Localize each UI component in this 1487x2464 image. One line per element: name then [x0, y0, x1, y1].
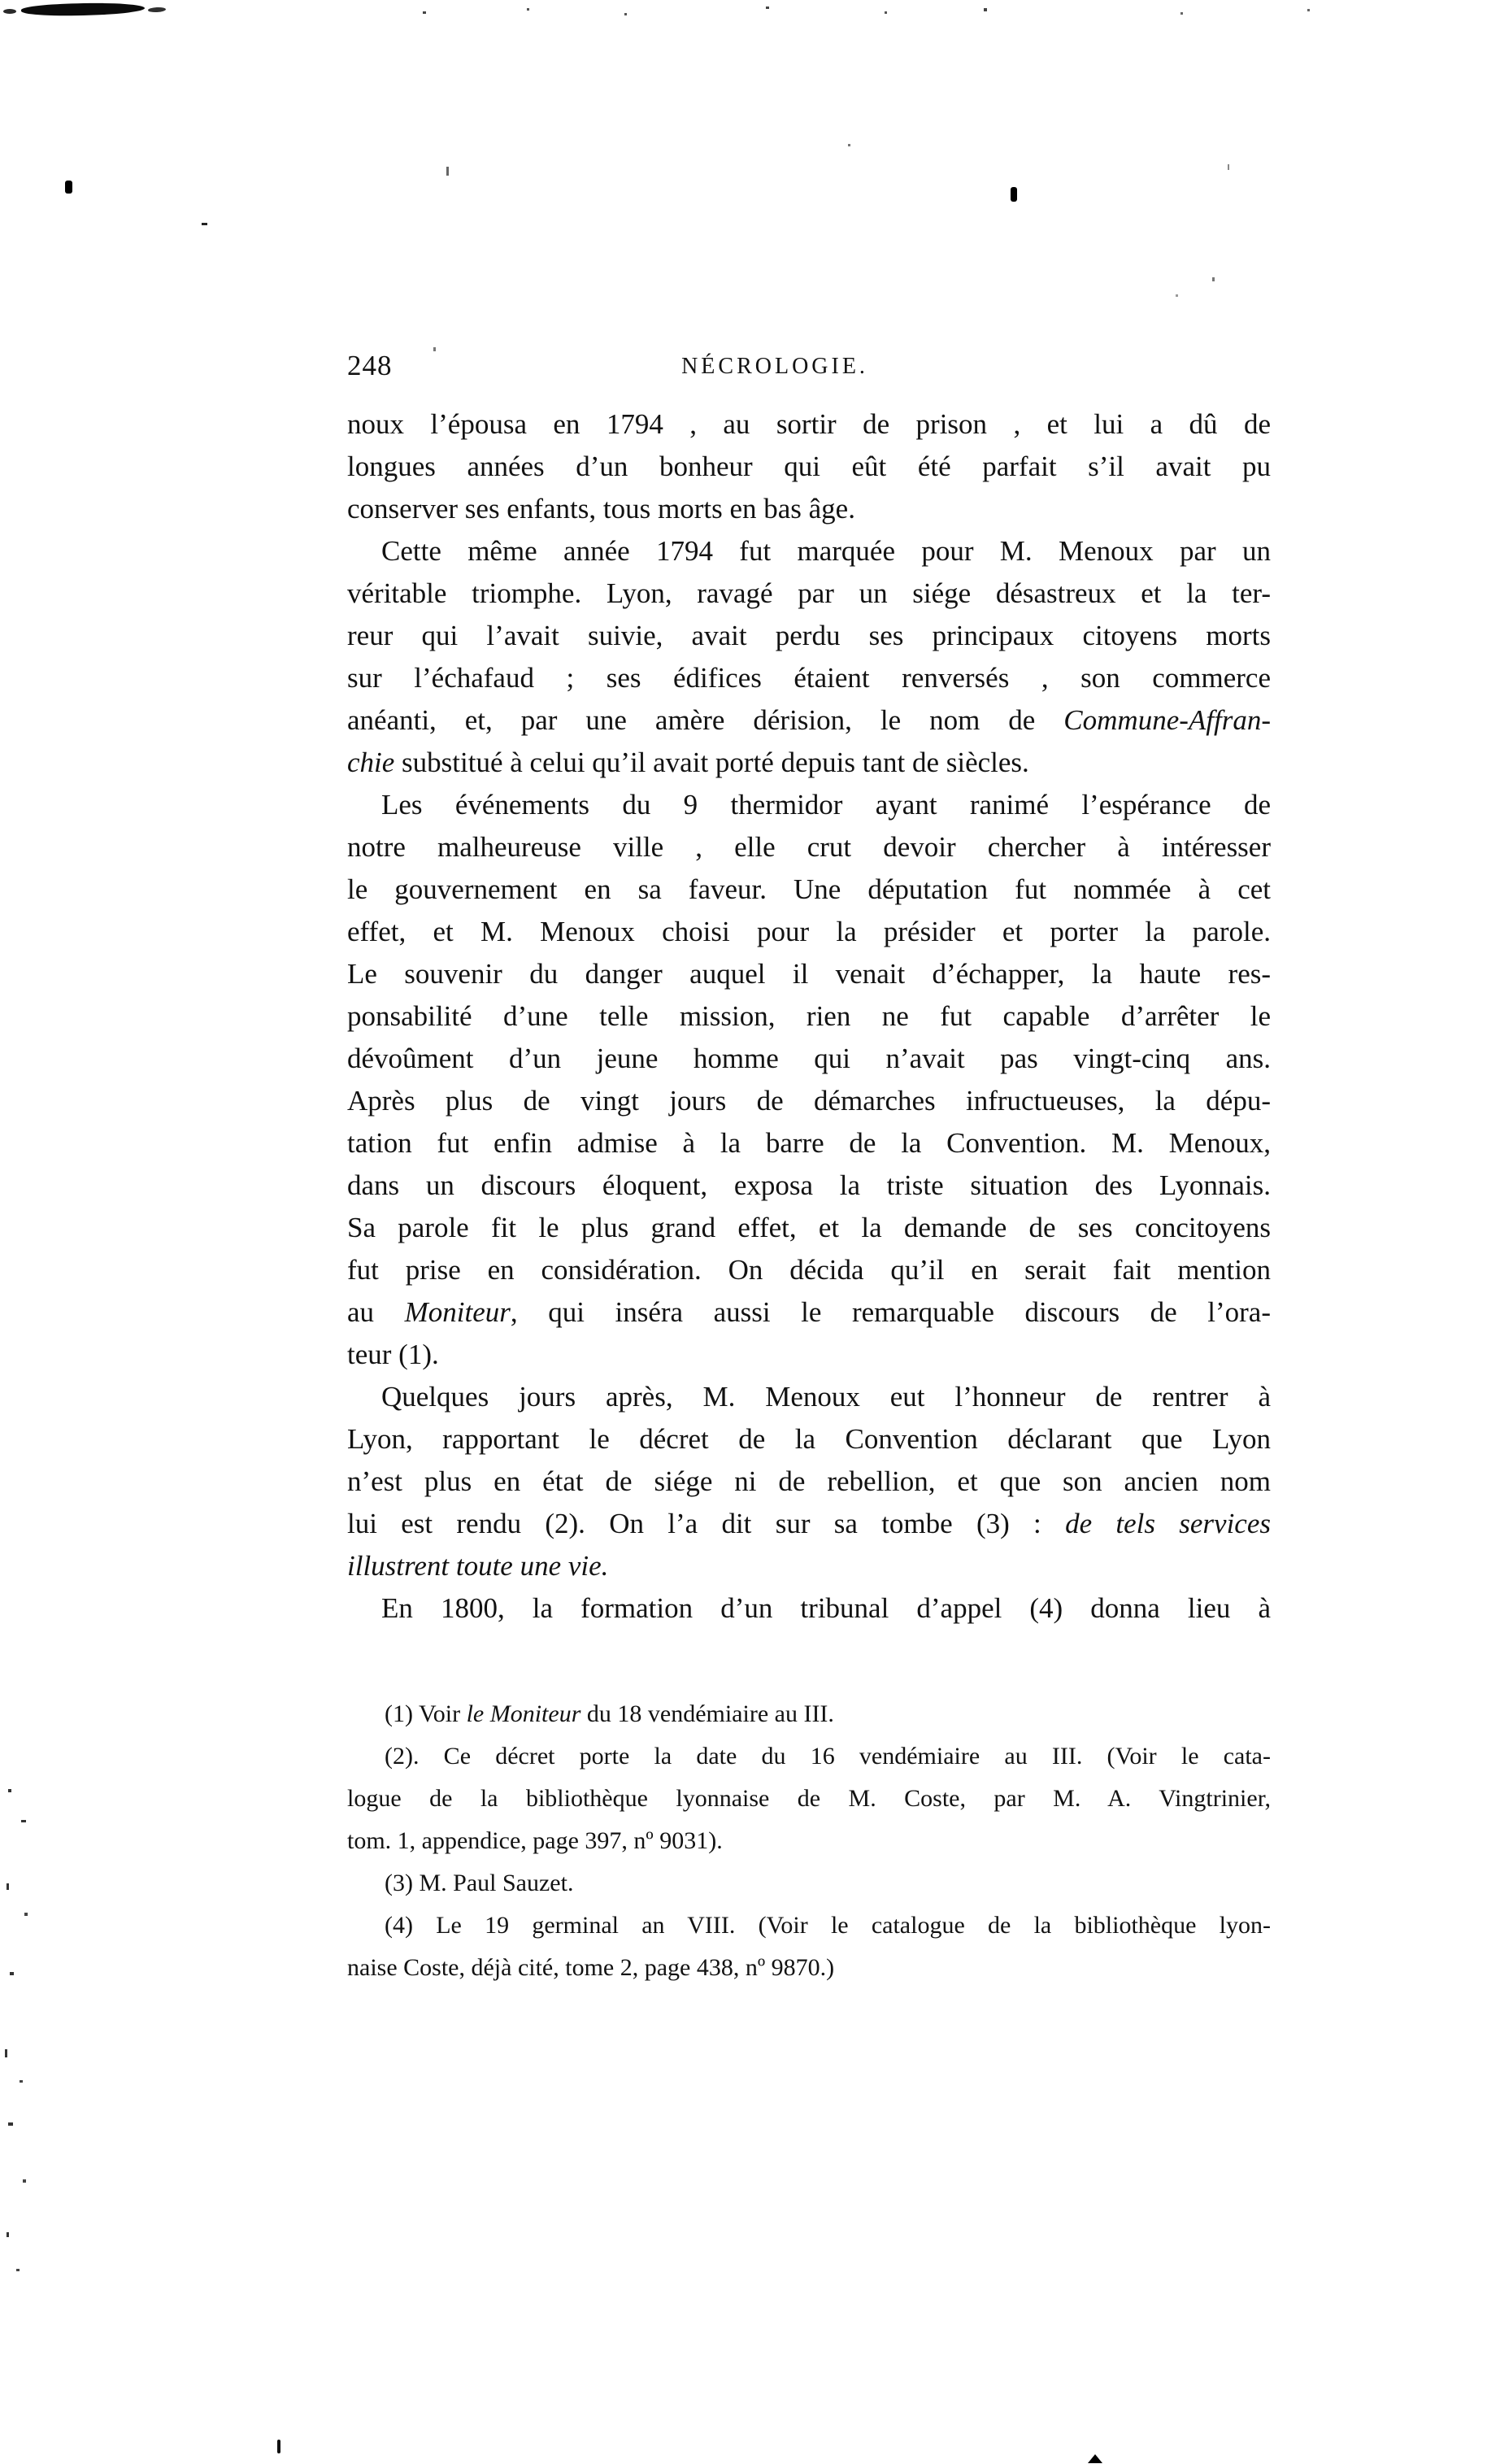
footnote-line	[347, 1693, 1271, 1735]
text-run: tom. 1, appendice, page 397, nº 9031).	[347, 1827, 723, 1854]
paragraph	[347, 530, 1271, 784]
scan-artifact	[8, 1789, 11, 1792]
scan-artifact	[885, 11, 887, 14]
footnote-line	[347, 1862, 1271, 1905]
body-line	[347, 1249, 1271, 1291]
text-run: reur qui l’avait suivie, avait perdu ses principaux citoyens morts	[347, 620, 1271, 651]
text-run: Après plus de vingt jours de démarches infructueuses, la dépu-	[347, 1085, 1271, 1117]
scan-artifact	[5, 2049, 7, 2057]
scan-artifact	[423, 11, 426, 14]
body-line	[347, 1545, 1271, 1587]
body-line	[347, 995, 1271, 1038]
footnote	[347, 1862, 1271, 1905]
text-run: (3) M. Paul Sauzet.	[385, 1870, 574, 1896]
text-run: naise Coste, déjà cité, tome 2, page 438, nº 9870.)	[347, 1954, 835, 1981]
paragraph	[347, 403, 1271, 530]
scan-artifact	[1180, 12, 1183, 15]
scan-artifact	[7, 2232, 9, 2237]
scan-artifact	[446, 167, 449, 176]
body-line	[347, 1207, 1271, 1249]
body-line	[347, 572, 1271, 615]
running-header	[347, 350, 1271, 390]
body-line	[347, 1122, 1271, 1165]
body-line	[347, 1038, 1271, 1080]
body-line	[347, 1376, 1271, 1418]
body-line	[347, 615, 1271, 657]
text-run: n’est plus en état de siége ni de rebellion, et que son ancien nom	[347, 1465, 1271, 1497]
text-run: du 18 vendémiaire au III.	[580, 1700, 834, 1727]
text-run: (2). Ce décret porte la date du 16 vendémiaire au III. (Voir le cata-	[385, 1743, 1271, 1770]
scan-artifact	[527, 8, 529, 11]
text-run: notre malheureuse ville , elle crut devoir chercher à intéresser	[347, 831, 1271, 863]
text-run: teur (1).	[347, 1339, 439, 1370]
scan-artifact	[1307, 9, 1310, 11]
scan-artifact	[202, 223, 207, 225]
italic-text-run: le Moniteur	[466, 1700, 581, 1727]
text-run: (1) Voir	[385, 1700, 467, 1727]
italic-text-run: de tels services	[1065, 1508, 1271, 1539]
text-run: tation fut enfin admise à la barre de la Convention. M. Menoux,	[347, 1127, 1271, 1159]
page-number: 248	[347, 350, 393, 381]
body-line	[347, 1587, 1271, 1630]
italic-text-run: Commune-Affran-	[1063, 704, 1271, 736]
body-line	[347, 911, 1271, 953]
body-line	[347, 953, 1271, 995]
body-line	[347, 826, 1271, 868]
body-line	[347, 1334, 1271, 1376]
text-run: Cette même année 1794 fut marquée pour M. Menoux par un	[381, 535, 1271, 567]
scan-artifact	[148, 7, 166, 12]
scan-artifact	[8, 2122, 13, 2126]
italic-text-run: Moniteur	[404, 1296, 511, 1328]
body-line	[347, 1080, 1271, 1122]
text-run: effet, et M. Menoux choisi pour la présider et porter la parole.	[347, 916, 1271, 947]
scan-artifact	[766, 7, 769, 9]
text-run: logue de la bibliothèque lyonnaise de M. Coste, par M. A. Vingtrinier,	[347, 1785, 1271, 1812]
body-line	[347, 1503, 1271, 1545]
scan-artifact	[1088, 2454, 1102, 2463]
text-run: anéanti, et, par une amère dérision, le nom de	[347, 704, 1064, 736]
scan-artifact	[21, 1820, 26, 1822]
text-run: sur l’échafaud ; ses édifices étaient renversés , son commerce	[347, 662, 1271, 694]
body-line	[347, 742, 1271, 784]
text-run: dévoûment d’un jeune homme qui n’avait pas vingt-cinq ans.	[347, 1043, 1271, 1074]
scan-artifact	[16, 2269, 20, 2271]
body-line	[347, 657, 1271, 699]
body-line	[347, 403, 1271, 446]
scan-artifact	[1011, 187, 1017, 202]
scan-artifact	[848, 144, 850, 146]
scan-artifact	[1212, 277, 1215, 281]
body-line	[347, 488, 1271, 530]
paragraph	[347, 784, 1271, 1376]
text-run: au	[347, 1296, 405, 1328]
body-line	[347, 446, 1271, 488]
footnote-line	[347, 1820, 1271, 1862]
text-run: le gouvernement en sa faveur. Une députation fut nommée à cet	[347, 873, 1271, 905]
text-run: Quelques jours après, M. Menoux eut l’honneur de rentrer à	[381, 1381, 1271, 1413]
footnote-line	[347, 1778, 1271, 1820]
scan-artifact	[277, 2440, 280, 2453]
body-line	[347, 1165, 1271, 1207]
running-title: NÉCROLOGIE.	[681, 354, 868, 379]
text-run: lui est rendu (2). On l’a dit sur sa tombe (3) :	[347, 1508, 1066, 1539]
text-run: longues années d’un bonheur qui eût été parfait s’il avait pu	[347, 451, 1271, 482]
text-run: Les événements du 9 thermidor ayant ranimé l’espérance de	[381, 789, 1271, 821]
text-run: fut prise en considération. On décida qu’il en serait fait mention	[347, 1254, 1271, 1286]
text-run: Lyon, rapportant le décret de la Convention déclarant que Lyon	[347, 1423, 1271, 1455]
text-run: conserver ses enfants, tous morts en bas âge.	[347, 493, 855, 525]
text-run: dans un discours éloquent, exposa la triste situation des Lyonnais.	[347, 1169, 1271, 1201]
text-run: véritable triomphe. Lyon, ravagé par un siége désastreux et la ter-	[347, 577, 1271, 609]
paragraph	[347, 1587, 1271, 1630]
scan-artifact	[65, 181, 72, 194]
text-run: , qui inséra aussi le remarquable discours de l’ora-	[510, 1296, 1271, 1328]
body-line	[347, 1291, 1271, 1334]
body-line	[347, 530, 1271, 572]
scan-artifact	[24, 1913, 28, 1916]
text-run: substitué à celui qu’il avait porté depuis tant de siècles.	[394, 747, 1029, 778]
footnote-line	[347, 1735, 1271, 1778]
body-line	[347, 1418, 1271, 1461]
italic-text-run: chie	[347, 747, 395, 778]
body-line	[347, 784, 1271, 826]
body-text	[347, 403, 1271, 1630]
italic-text-run: illustrent toute une vie.	[347, 1550, 609, 1582]
scan-artifact	[624, 13, 627, 15]
footnote	[347, 1735, 1271, 1862]
footnote	[347, 1905, 1271, 1989]
scan-artifact	[20, 2080, 23, 2083]
body-line	[347, 699, 1271, 742]
scan-artifact	[21, 2, 145, 17]
text-run: En 1800, la formation d’un tribunal d’appel (4) donna lieu à	[381, 1592, 1271, 1624]
footnotes	[347, 1693, 1271, 1989]
text-run: ponsabilité d’une telle mission, rien ne fut capable d’arrêter le	[347, 1000, 1271, 1032]
text-run: (4) Le 19 germinal an VIII. (Voir le catalogue de la bibliothèque lyon-	[385, 1912, 1271, 1939]
scan-artifact	[984, 8, 987, 11]
text-run: Le souvenir du danger auquel il venait d’échapper, la haute res-	[347, 958, 1271, 990]
text-run: Sa parole fit le plus grand effet, et la demande de ses concitoyens	[347, 1212, 1271, 1243]
footnote	[347, 1693, 1271, 1735]
paragraph	[347, 1376, 1271, 1587]
scan-artifact	[3, 9, 16, 14]
scan-artifact	[1176, 294, 1178, 297]
scan-artifact	[7, 1883, 9, 1890]
footnote-line	[347, 1905, 1271, 1947]
text-run: noux l’épousa en 1794 , au sortir de prison , et lui a dû de	[347, 408, 1271, 440]
scan-artifact	[1228, 164, 1229, 170]
body-line	[347, 868, 1271, 911]
scan-artifact	[23, 2179, 26, 2183]
body-line	[347, 1461, 1271, 1503]
scan-artifact	[10, 1972, 14, 1975]
footnote-line	[347, 1947, 1271, 1989]
